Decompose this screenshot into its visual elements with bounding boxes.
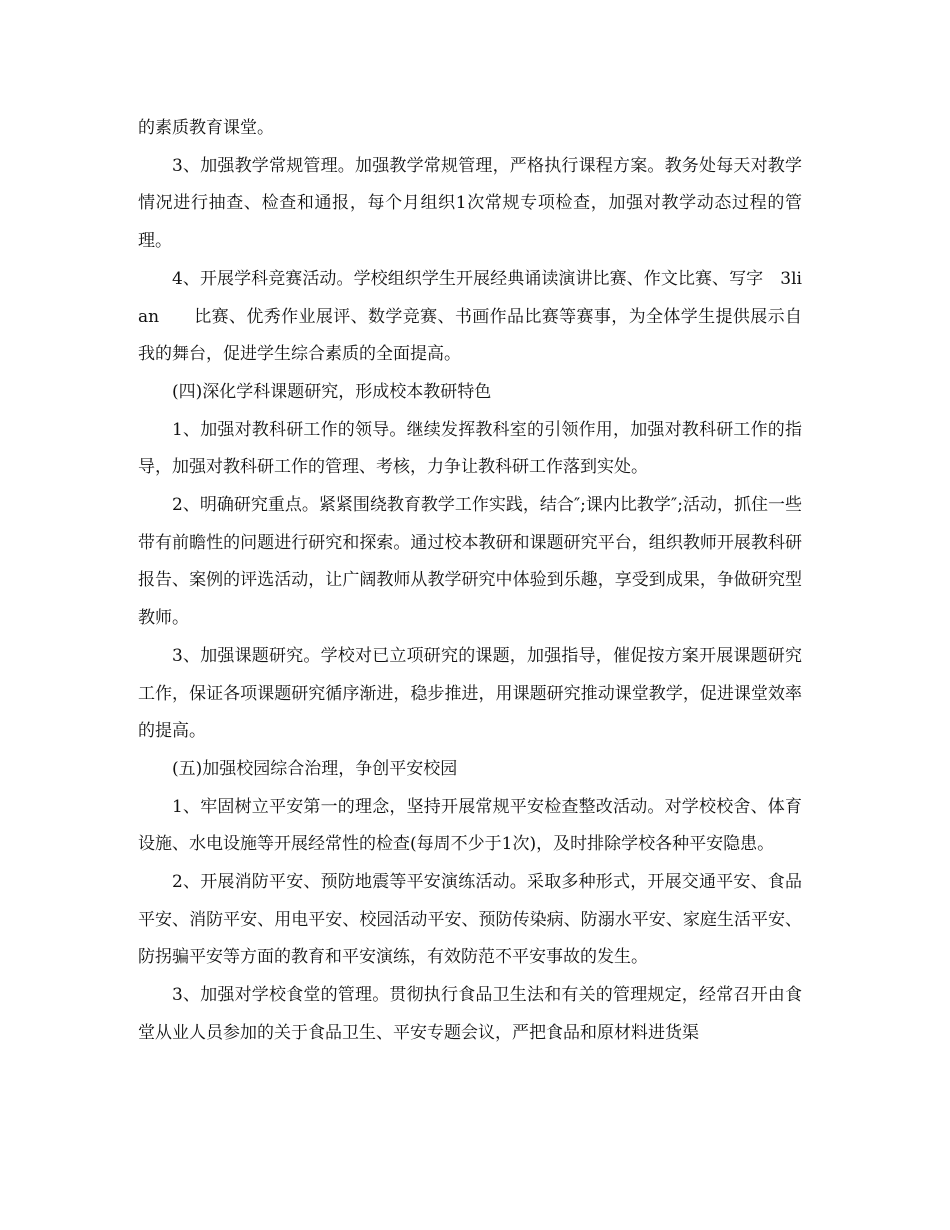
paragraph-safety-inspection: 1、牢固树立平安第一的理念，坚持开展常规平安检查整改活动。对学校校舍、体育设施、水电设施等开展经常性的检查(每周不少于1次)，及时排除学校各种平安隐患。 <box>138 796 802 855</box>
paragraph-safety-drills: 2、开展消防平安、预防地震等平安演练活动。采取多种形式，开展交通平安、食品平安、消防平安、用电平安、校园活动平安、预防传染病、防溺水平安、家庭生活平安、防拐骗平安等方面的教育和平安演练，有效防范不平安事故的发生。 <box>138 872 802 968</box>
paragraph-continuation: 的素质教育课堂。 <box>138 118 274 138</box>
paragraph-canteen-management: 3、加强对学校食堂的管理。贯彻执行食品卫生法和有关的管理规定，经常召开由食堂从业人员参加的关于食品卫生、平安专题会议，严把食品和原材料进货渠 <box>138 985 802 1043</box>
paragraph-teaching-routine: 3、加强教学常规管理。加强教学常规管理，严格执行课程方案。教务处每天对教学情况进行抽查、检查和通报，每个月组织1次常规专项检查，加强对教学动态过程的管理。 <box>138 155 802 252</box>
paragraph-research-leadership: 1、加强对教科研工作的领导。继续发挥教科室的引领作用，加强对教科研工作的指导，加强对教科研工作的管理、考核，力争让教科研工作落到实处。 <box>138 419 802 478</box>
paragraph-research-focus: 2、明确研究重点。紧紧围绕教育教学工作实践，结合″;课内比教学″;活动，抓住一些带有前瞻性的问题进行研究和探索。通过校本教研和课题研究平台，组织教师开展教科研报告、案例的评选活动，让广阔教师从教学研究中体验到乐趣，享受到成果，争做研究型教师。 <box>138 495 802 629</box>
paragraph-subject-competition: 4、开展学科竞赛活动。学校组织学生开展经典诵读演讲比赛、作文比赛、写字 3lian 比赛、优秀作业展评、数学竞赛、书画作品比赛等赛事，为全体学生提供展示自我的舞台，促进学生综合素质的全面提高。 <box>138 268 802 365</box>
section-heading-5: (五)加强校园综合治理，争创平安校园 <box>172 758 458 779</box>
paragraph-topic-research: 3、加强课题研究。学校对已立项研究的课题，加强指导，催促按方案开展课题研究工作，保证各项课题研究循序渐进，稳步推进，用课题研究推动课堂教学，促进课堂效率的提高。 <box>138 645 802 742</box>
section-heading-4: (四)深化学科课题研究，形成校本教研特色 <box>172 381 492 402</box>
document-body <box>138 110 802 1053</box>
